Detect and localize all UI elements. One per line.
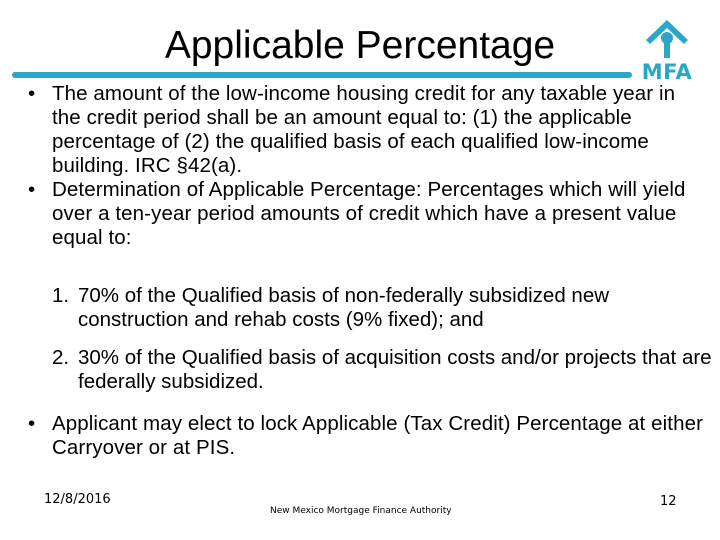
numbered-marker: 2. [52, 346, 70, 369]
bullet-list-2 [24, 412, 704, 460]
numbered-item [52, 346, 712, 394]
bullet-marker: • [28, 178, 36, 201]
title-underline [12, 72, 632, 78]
bullet-text: The amount of the low-income housing credit for any taxable year in the credit period shall be an amount equal to: (1) the applicable percentage of (2) the qualified basis of each qualified low-income building. IRC §42(a). [52, 82, 676, 177]
page-number: 12 [660, 494, 677, 509]
footer-date: 12/8/2016 [44, 492, 111, 507]
slide-title: Applicable Percentage [164, 24, 556, 67]
logo-text: MFA [641, 60, 693, 84]
numbered-list [52, 284, 712, 394]
bullet-item [24, 82, 704, 178]
bullet-item [24, 412, 704, 460]
numbered-text: 30% of the Qualified basis of acquisition costs and/or projects that are federally subsidized. [78, 346, 712, 393]
numbered-marker: 1. [52, 284, 70, 307]
bullet-marker: • [28, 412, 36, 435]
bullet-item [24, 178, 704, 250]
footer-organization: New Mexico Mortgage Finance Authority [270, 506, 452, 516]
bullet-list [24, 82, 704, 250]
bullet-text: Determination of Applicable Percentage: Percentages which will yield over a ten-year period amounts of credit which have a present value equal to: [52, 178, 686, 249]
bullet-marker: • [28, 82, 36, 105]
bullet-text: Applicant may elect to lock Applicable (Tax Credit) Percentage at either Carryover or at PIS. [52, 412, 703, 459]
numbered-text: 70% of the Qualified basis of non-federally subsidized new construction and rehab costs (9% fixed); and [78, 284, 610, 331]
numbered-item [52, 284, 712, 332]
